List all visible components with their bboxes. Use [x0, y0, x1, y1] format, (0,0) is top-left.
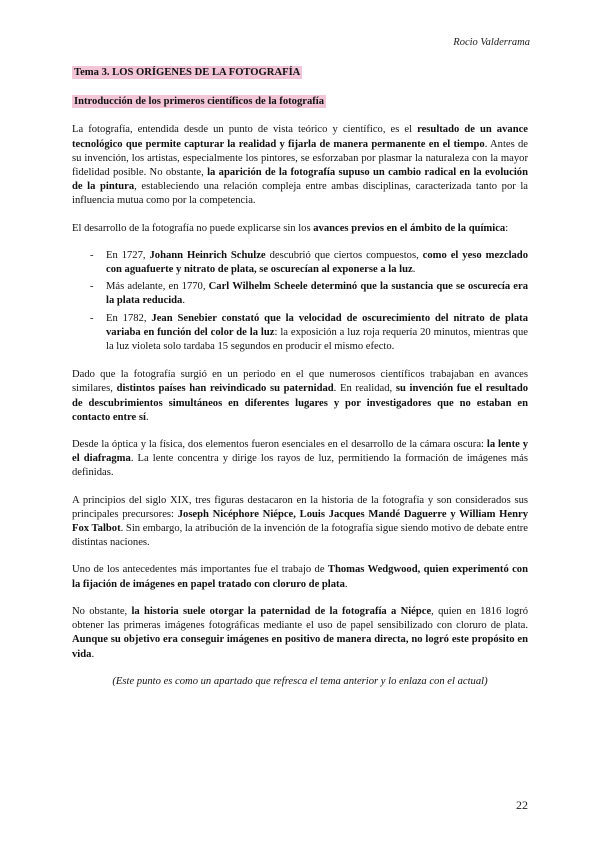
text-run: . — [182, 295, 185, 307]
bold-run: resultado de un avance tecnológico que permite capturar la realidad y fijarla de manera permanente en el tiempo — [72, 124, 528, 150]
paragraph-chemistry — [72, 222, 528, 236]
text-run: El desarrollo de la fotografía no puede explicarse sin los — [72, 222, 314, 234]
text-run: En 1727, — [106, 249, 150, 261]
bold-run: Joseph Nicéphore Niépce, Louis Jacques Mandé Daguerre y William Henry Fox Talbot — [72, 508, 529, 535]
bold-run: Jean Senebier constató que la velocidad de oscurecimiento del nitrato de plata variaba en función del color de la luz — [106, 312, 528, 338]
section-title-row — [72, 66, 528, 80]
list-item — [72, 280, 528, 308]
text-run: . Sin embargo, la atribución de la invención de la fotografía sigue siendo motivo de debate entre distintas naciones. — [72, 523, 528, 549]
section-subtitle-row — [72, 95, 528, 109]
list-dash: - — [90, 249, 94, 261]
text-run: Dado que la fotografía surgió en un periodo en el que numerosos científicos trabajaban en avances similares, — [72, 369, 528, 395]
section-subtitle: Introducción de los primeros científicos de la fotografía — [74, 96, 325, 108]
text-run: . En realidad, — [333, 383, 396, 395]
bold-run: Aunque su objetivo era conseguir imágenes en positivo de manera directa, no logró este propósito en vida — [72, 634, 528, 660]
document-body — [72, 66, 528, 689]
paragraph-optics — [72, 438, 528, 481]
bold-run: avances previos en el ámbito de la química — [313, 222, 506, 234]
text-run: . — [412, 264, 416, 276]
paragraph-paternity — [72, 368, 528, 425]
text-run: Más adelante, en 1770, — [106, 281, 209, 293]
text-run: , quien en 1816 logró obtener las primeras imágenes fotográficas mediante el uso de papel sensibilizado con cloruro de plata. — [72, 605, 529, 632]
text-run: Desde la óptica y la física, dos elementos fueron esenciales en el desarrollo de la cámara oscura: — [72, 439, 487, 451]
italic-note: (Este punto es como un apartado que refresca el tema anterior y lo enlaza con el actual) — [112, 675, 488, 687]
paragraph-precursors — [72, 494, 528, 551]
bold-run: distintos países han reivindicado su paternidad — [116, 383, 334, 395]
text-run: En 1782, — [106, 312, 152, 324]
section-title: Tema 3. LOS ORÍGENES DE LA FOTOGRAFÍA — [74, 67, 301, 78]
text-run: . — [344, 578, 348, 590]
bold-run: Johann Heinrich Schulze — [149, 249, 266, 261]
list-dash: - — [90, 281, 94, 293]
list-dash: - — [90, 312, 94, 324]
text-run: . Antes de su invención, los artistas, especialmente los pintores, se esforzaban por plasmar la naturaleza con la mayor fidelidad posible. No obstante, — [72, 138, 529, 179]
text-run: . — [145, 411, 149, 423]
text-run: La fotografía, entendida desde un punto de vista teórico y científico, es el — [72, 124, 418, 136]
chemistry-list — [72, 249, 528, 354]
list-item — [72, 249, 528, 277]
paragraph-niepce — [72, 605, 528, 662]
text-run: Uno de los antecedentes más importantes fue el trabajo de — [72, 564, 328, 576]
text-run: descubrió que ciertos compuestos, — [265, 249, 423, 261]
bold-run: la aparición de la fotografía supuso un cambio radical en la evolución de la pintura — [72, 167, 528, 193]
bold-run: la lente y el diafragma — [72, 439, 528, 465]
bold-run: la historia suele otorgar la paternidad de la fotografía a Niépce — [131, 605, 432, 617]
page-number: 22 — [516, 798, 528, 812]
header-author: Rocio Valderrama — [453, 37, 530, 48]
text-run: A principios del siglo XIX, tres figuras destacaron en la historia de la fotografía y son considerados sus principales precursores: — [72, 494, 528, 520]
bold-run: Thomas Wedgwood, quien experimentó con la fijación de imágenes en papel tratado con cloruro de plata — [72, 564, 528, 590]
paragraph-intro — [72, 123, 528, 208]
text-run: : — [505, 222, 509, 234]
bold-run: su invención fue el resultado de descubrimientos simultáneos en diferentes lugares y por investigadores que no estaban en contacto entre sí — [72, 383, 529, 423]
bold-run: Carl Wilhelm Scheele determinó que la sustancia que se oscurecía era la plata reducida — [106, 281, 528, 307]
paragraph-wedgwood — [72, 563, 528, 591]
text-run: . La lente concentra y dirige los rayos de luz, permitiendo la formación de imágenes más definidas. — [72, 453, 528, 479]
text-run: , estableciendo una relación compleja entre ambas disciplinas, caracterizada tanto por la influencia mutua como por la competencia. — [72, 181, 529, 207]
text-run: : la exposición a luz roja requería 20 minutos, mientras que la luz violeta solo tardaba 15 segundos en producir el mismo efecto. — [106, 326, 528, 353]
list-item — [72, 312, 528, 355]
text-run: No obstante, — [72, 605, 132, 617]
bold-run: como el yeso mezclado con aguafuerte y nitrato de plata, se oscurecían al exponerse a la luz — [106, 249, 528, 276]
text-run: . — [91, 648, 95, 660]
